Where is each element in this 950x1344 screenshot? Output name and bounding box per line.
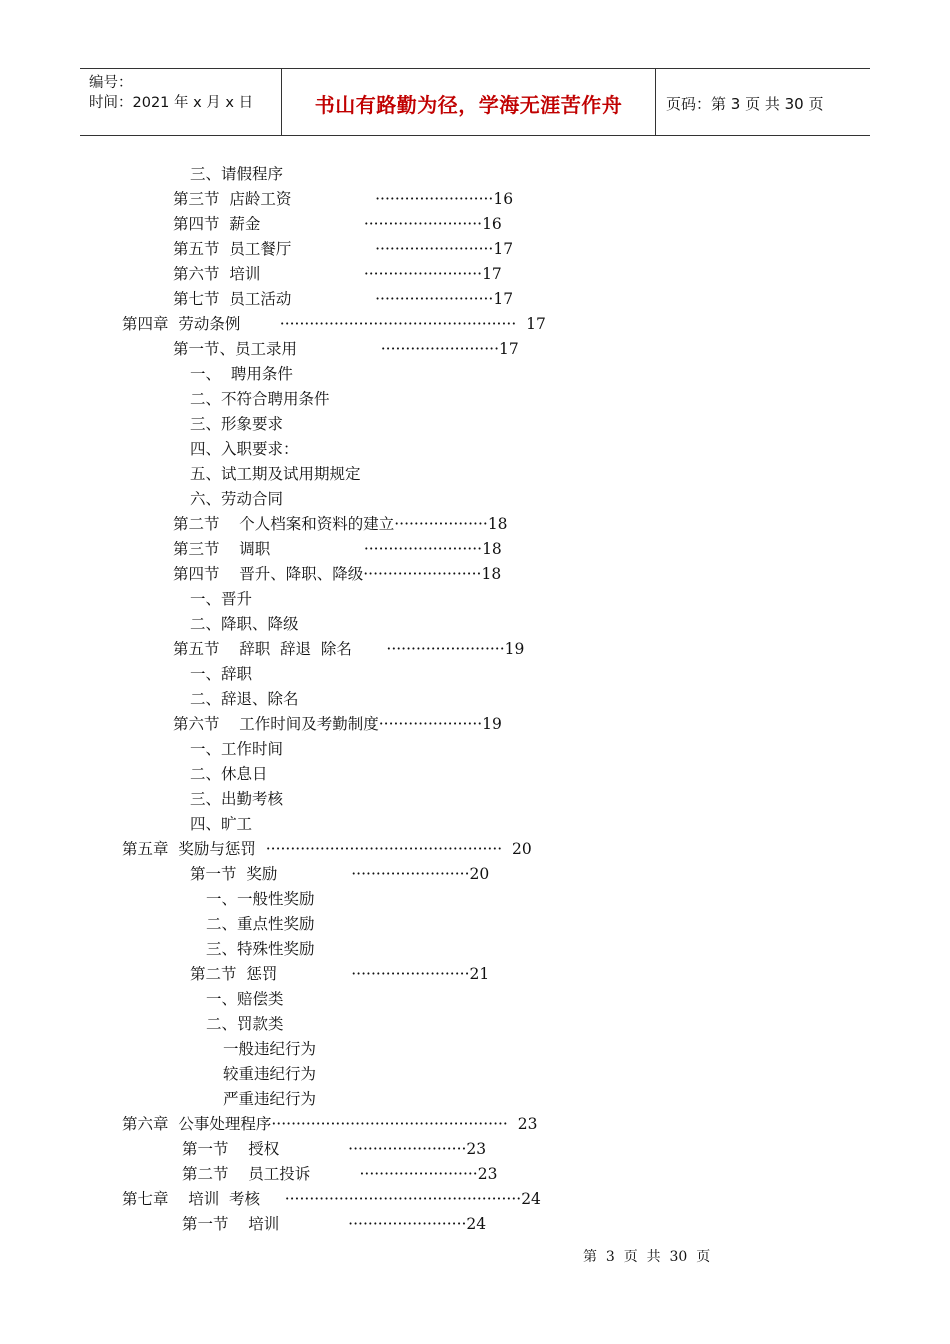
- header-page: [656, 69, 870, 135]
- toc-line: 第五节 员工餐厅 ························17: [173, 240, 514, 258]
- toc-line: 第一节 培训 ························24: [182, 1215, 487, 1233]
- toc-line: 六、劳动合同: [190, 490, 284, 508]
- header-motto: [282, 69, 656, 135]
- time-label: 时间：2021 年 x 月 x 日: [89, 95, 254, 111]
- toc-line: 第一节、员工录用 ························17: [173, 340, 519, 358]
- toc-line: 第一节 奖励 ························20: [190, 865, 490, 883]
- toc-line: 一、晋升: [190, 590, 253, 608]
- toc-line: 一、一般性奖励: [206, 890, 315, 908]
- toc-line: 第七节 员工活动 ························17: [173, 290, 514, 308]
- toc-line: 二、休息日: [190, 765, 268, 783]
- toc-line: 第一节 授权 ························23: [182, 1140, 487, 1158]
- toc-chapter: 第六章 公事处理程序················································ 23: [122, 1115, 538, 1133]
- toc-line: 第四节 薪金 ························16: [173, 215, 502, 233]
- toc-chapter: 第五章 奖励与惩罚 ················································ 20: [122, 840, 532, 858]
- toc-line: 严重违纪行为: [223, 1090, 317, 1108]
- toc-line: 第二节 个人档案和资料的建立···················18: [173, 515, 508, 533]
- motto-text: 书山有路勤为径，学海无涯苦作舟: [314, 92, 623, 117]
- toc-line: 一般违纪行为: [223, 1040, 317, 1058]
- toc-line: 五、试工期及试用期规定: [190, 465, 361, 483]
- toc-line: 二、罚款类: [206, 1015, 284, 1033]
- toc-line: 二、不符合聘用条件: [190, 390, 330, 408]
- toc-line: 一、辞职: [190, 665, 253, 683]
- toc-line: 第五节 辞职 辞退 除名 ························19: [173, 640, 525, 658]
- page-label: 页码：第 3 页 共 30 页: [666, 94, 824, 113]
- page-footer: 第 3 页 共 30 页: [583, 1249, 711, 1265]
- toc-line: 第六节 培训 ························17: [173, 265, 502, 283]
- toc-line: 第二节 员工投诉 ························23: [182, 1165, 498, 1183]
- number-label: 编号：: [89, 75, 133, 91]
- toc-line: 二、辞退、除名: [190, 690, 299, 708]
- toc-line: 第三节 店龄工资 ························16: [173, 190, 514, 208]
- toc-line: 三、形象要求: [190, 415, 284, 433]
- toc-line: 一、赔偿类: [206, 990, 284, 1008]
- toc-line: 四、入职要求：: [190, 440, 299, 458]
- toc-line: 较重违纪行为: [223, 1065, 317, 1083]
- toc-line: 三、特殊性奖励: [206, 940, 315, 958]
- toc-line: 第六节 工作时间及考勤制度·····················19: [173, 715, 502, 733]
- toc-line: 二、降职、降级: [190, 615, 299, 633]
- toc-line: 一、 聘用条件: [190, 365, 293, 383]
- document-header: [80, 68, 870, 136]
- toc-line: 第三节 调职 ························18: [173, 540, 502, 558]
- toc-line: 第四节 晋升、降职、降级························18: [173, 565, 502, 583]
- toc-line: 三、出勤考核: [190, 790, 284, 808]
- toc-chapter: 第七章 培训 考核 ················································24: [122, 1190, 541, 1208]
- toc-line: 四、旷工: [190, 815, 253, 833]
- toc-chapter: 第四章 劳动条例 ················································ 17: [122, 315, 546, 333]
- toc-line: 二、重点性奖励: [206, 915, 315, 933]
- toc-line: 一、工作时间: [190, 740, 284, 758]
- header-meta: [80, 69, 282, 135]
- toc-line: 第二节 惩罚 ························21: [190, 965, 490, 983]
- toc-line: 三、请假程序: [190, 165, 284, 183]
